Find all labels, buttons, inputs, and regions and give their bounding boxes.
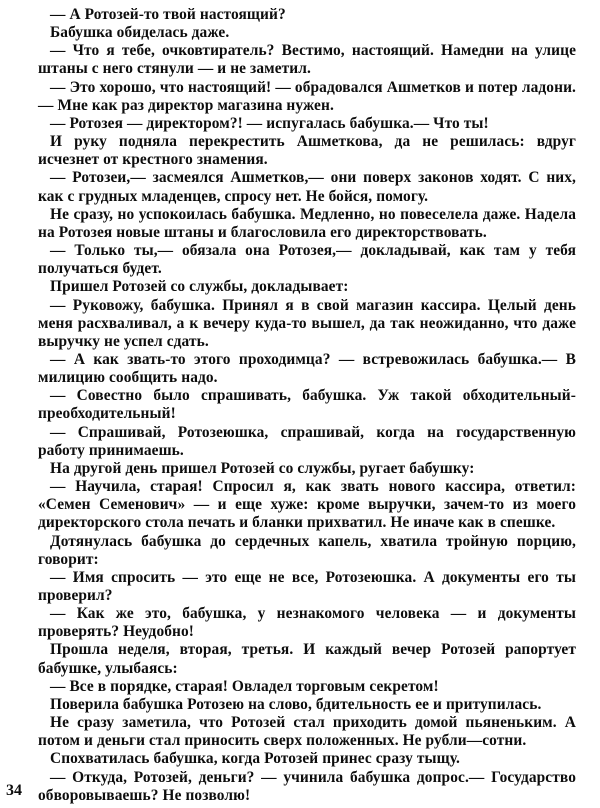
paragraph: — Что я тебе, очковтиратель? Вестимо, настоящий. Намедни на улице штаны с него стянули — и не заметил. — [38, 42, 576, 78]
paragraph: Спохватилась бабушка, когда Ротозей принес сразу тыщу. — [50, 750, 460, 768]
paragraph: Не сразу, но успокоилась бабушка. Медленно, но повеселела даже. Надела на Ротозея новые штаны и благословила его директорствовать. — [38, 205, 576, 241]
paragraph: — Спрашивай, Ротозеюшка, спрашивай, когда на государственную работу принимаешь. — [38, 423, 576, 459]
paragraph: Поверила бабушка Ротозею на слово, бдительность ее и притупилась. — [50, 695, 542, 713]
page-number: 34 — [6, 782, 22, 799]
paragraph: — Научила, старая! Спросил я, как звать нового кассира, ответил: «Семен Семенович» — и еще хуже: кроме выручки, зачем-то из моего директорского стола печать и бланки прихватил. Не иначе как в спешке. — [38, 478, 576, 532]
paragraph: — Руковожу, бабушка. Принял я в свой магазин кассира. Целый день меня расхваливал, а к вечеру куда-то вышел, да так неожиданно, что даже выручку не успел сдать. — [38, 296, 576, 350]
paragraph: И руку подняла перекрестить Ашметкова, да не решилась: вдруг исчезнет от крестного знамения. — [38, 133, 576, 169]
paragraph: Дотянулась бабушка до сердечных капель, хватила тройную порцию, говорит: — [38, 532, 576, 568]
paragraph: — Совестно было спрашивать, бабушка. Уж такой обходительный-преобходительный! — [38, 387, 576, 423]
paragraph: — Имя спросить — это еще не все, Ротозеюшка. А документы его ты проверил? — [38, 568, 576, 604]
paragraph: Пришел Ротозей со службы, докладывает: — [50, 278, 349, 296]
paragraph: — Это хорошо, что настоящий! — обрадовался Ашметков и потер ладони.— Мне как раз директор магазина нужен. — [38, 78, 576, 114]
paragraph: — Как же это, бабушка, у незнакомого человека — и документы проверять? Неудобно! — [38, 605, 576, 641]
paragraph: — Все в порядке, старая! Овладел торговым секретом! — [50, 677, 439, 695]
paragraph: — Только ты,— обязала она Ротозея,— докладывай, как там у тебя получаться будет. — [38, 242, 576, 278]
paragraph: Бабушка обиделась даже. — [50, 24, 230, 42]
paragraph: — Ротозея — директором?! — испугалась бабушка.— Что ты! — [50, 114, 489, 132]
paragraph: Прошла неделя, вторая, третья. И каждый вечер Ротозей рапортует бабушке, улыбаясь: — [38, 641, 576, 677]
page-text — [38, 6, 576, 805]
paragraph: — А Ротозей-то твой настоящий? — [50, 6, 286, 23]
paragraph: Не сразу заметила, что Ротозей стал приходить домой пьяненьким. А потом и деньги стал приносить сверх положенных. Не рубли—сотни. — [38, 714, 576, 750]
paragraph: — Ротозеи,— засмеялся Ашметков,— они поверх законов ходят. С них, как с грудных младенцев, спросу нет. Не бойся, помогу. — [38, 169, 576, 205]
paragraph: На другой день пришел Ротозей со службы, ругает бабушку: — [50, 459, 475, 477]
paragraph: — А как звать-то этого проходимца? — встревожилась бабушка.— В милицию сообщить надо. — [38, 350, 576, 387]
paragraph: — Откуда, Ротозей, деньги? — учинила бабушка допрос.— Государство обворовываешь? Не позволю! — [38, 768, 576, 804]
